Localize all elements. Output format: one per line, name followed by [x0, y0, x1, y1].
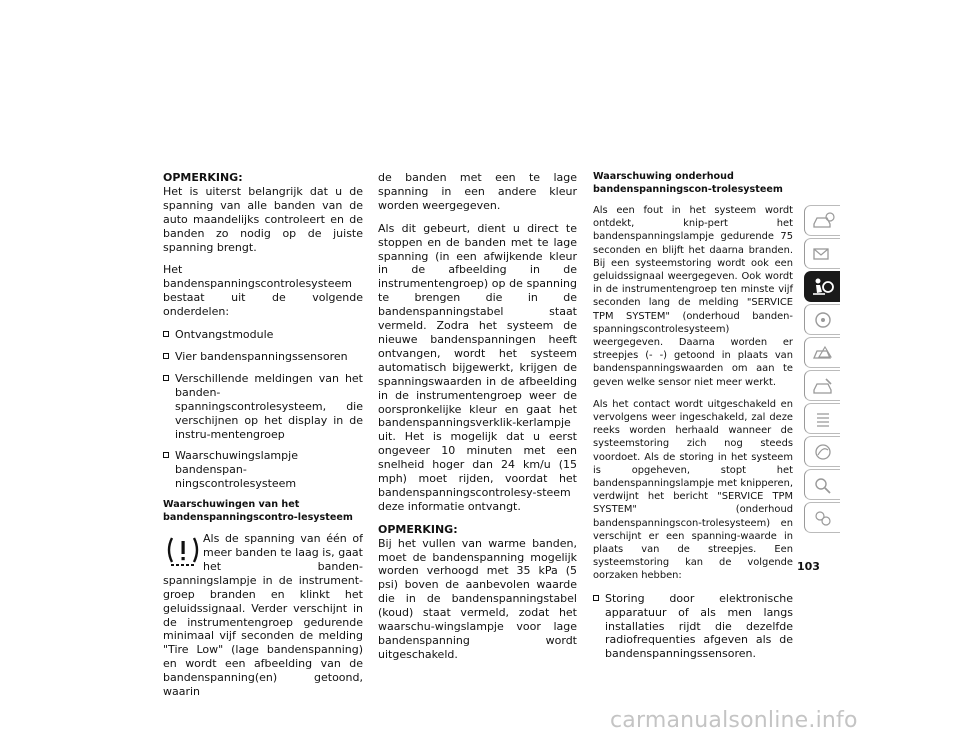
note-label: OPMERKING:: [378, 522, 458, 536]
intro-text: Het bandenspanningscontrolesysteem bestaat uit de volgende onderdelen:: [163, 263, 363, 319]
note-text: Bij het vullen van warme banden, moet de bandenspanning mogelijk worden verhoogd met 35 kPa (5 psi) boven de aanbevolen waarde die in de bandenspanningstabel (koud) staat vermeld, zodat het waarschu-wingslampje voor lage bandenspanning wordt uitgeschakeld.: [378, 536, 577, 661]
chapter-tabs: [804, 205, 841, 535]
paragraph: Als het contact wordt uitgeschakeld en vervolgens weer ingeschakeld, zal deze reeks worden herhaald wanneer de systeemstoring zich nog steeds voordoet. Als de storing in het systeem is opgeheven, stopt het bandenspanningslampje met knipperen, verdwijnt het bericht "SERVICE TPM SYSTEM" (onderhoud bandenspanningscon-trolesysteem) en verschijnt er een spanning-waarde in plaats van de streepjes. Een systeemstoring kan de volgende oorzaken hebben:: [593, 398, 793, 582]
car-service-icon: [811, 376, 835, 396]
tab-emergency[interactable]: [804, 337, 840, 368]
magnifier-icon: [811, 475, 835, 495]
note-label: OPMERKING:: [163, 171, 243, 184]
note-text: Het is uiterst belangrijk dat u de spanning van alle banden van de auto maandelijks controleert en de banden zo nodig op de juiste spanning brengt.: [163, 184, 363, 254]
tab-safety[interactable]: [804, 271, 840, 302]
tab-car-info[interactable]: [804, 205, 840, 236]
tab-messages[interactable]: [804, 238, 840, 269]
list-item: Verschillende meldingen van het banden-spanningscontrolesysteem, die verschijnen op het display in de instru-mentengroep: [163, 372, 363, 442]
bullet-square-icon: [163, 353, 169, 359]
languages-icon: [811, 508, 835, 528]
bullet-square-icon: [163, 331, 169, 337]
component-list: [163, 328, 363, 491]
tab-specifications[interactable]: [804, 403, 840, 434]
tab-languages[interactable]: [804, 502, 840, 533]
warning-block: [163, 532, 363, 708]
tab-index[interactable]: [804, 469, 840, 500]
paragraph: Als dit gebeurt, dient u direct te stoppen en de banden met te lage spanning (in een afwijkende kleur in de afbeelding in de instrumentengroep) op de spanning te brengen die in de bandenspanningstabel staat vermeld. Zodra het systeem de nieuwe bandenspanningen heeft ontvangen, wordt het systeem automatisch bijgewerkt, krijgen de spanningswaarden in de afbeelding in de instrumentengroep weer de oorspronkelijke kleur en gaat het bandenspanningsverklik-kerlampje uit. Het is mogelijk dat u eerst ongeveer 10 minuten met een snelheid hoger dan 24 km/u (15 mph) moet rijden, voordat het bandenspanningscontrolesy-steem deze informatie ontvangt.: [378, 221, 577, 513]
bullet-square-icon: [163, 452, 169, 458]
envelope-icon: [811, 244, 835, 264]
tab-multimedia[interactable]: [804, 436, 840, 467]
paragraph: de banden met een te lage spanning in een andere kleur worden weergegeven.: [378, 171, 577, 212]
bullet-square-icon: [593, 595, 599, 601]
airbag-icon: [810, 276, 836, 298]
column-left: [163, 171, 363, 708]
cause-list: [593, 592, 793, 662]
tab-service[interactable]: [804, 370, 840, 401]
steering-wheel-icon: [811, 310, 835, 330]
list-icon: [811, 409, 835, 429]
tab-starting[interactable]: [804, 304, 840, 335]
map-icon: [811, 442, 835, 462]
column-right: [593, 171, 793, 669]
column-middle: [378, 171, 577, 671]
paragraph: Als een fout in het systeem wordt ontdekt, knip-pert het bandenspanningslampje gedurende 75 seconden en blijft het daarna branden. Bij een systeemstoring wordt ook een geluidssignaal weergegeven. Ook wordt in de instrumentengroep ten minste vijf seconden lang de melding "SERVICE TPM SYSTEM" (onderhoud banden-spanningscontrolesysteem) weergegeven. Daarna worden er streepjes (- -) getoond in plaats van bandenspanningswaarden om aan te geven welke sensor niet meer werkt.: [593, 205, 793, 388]
watermark: carmanualsonline.info: [610, 708, 858, 733]
list-item: Ontvangstmodule: [163, 328, 363, 342]
list-item: Waarschuwingslampje bandenspan-ningscontrolesysteem: [163, 449, 363, 491]
list-item: Vier bandenspanningssensoren: [163, 350, 363, 364]
list-item: Storing door elektronische apparatuur of als men langs installaties rijdt die dezelfde radiofrequenties afgeven als de bandenspanningssensoren.: [593, 592, 793, 662]
warning-car-icon: [811, 343, 835, 363]
warning-text: Als de spanning van één of meer banden te laag is, gaat het banden-spanningslampje in de instrument-groep branden en klinkt het geluidssignaal. Verder verschijnt in de instrumentengroep gedurende minimaal vijf seconden de melding "Tire Low" (lage bandenspanning) en wordt een afbeelding van de bandenspanning(en) getoond, waarin: [163, 532, 363, 699]
car-info-icon: [811, 211, 835, 231]
tire-pressure-warning-icon: [163, 534, 203, 570]
section-heading: Waarschuwing onderhoud bandenspanningscon-trolesysteem: [593, 171, 783, 195]
page-number: 103: [797, 560, 820, 573]
bullet-square-icon: [163, 375, 169, 381]
section-heading: Waarschuwingen van het bandenspanningscontro-lesysteem: [163, 499, 353, 523]
